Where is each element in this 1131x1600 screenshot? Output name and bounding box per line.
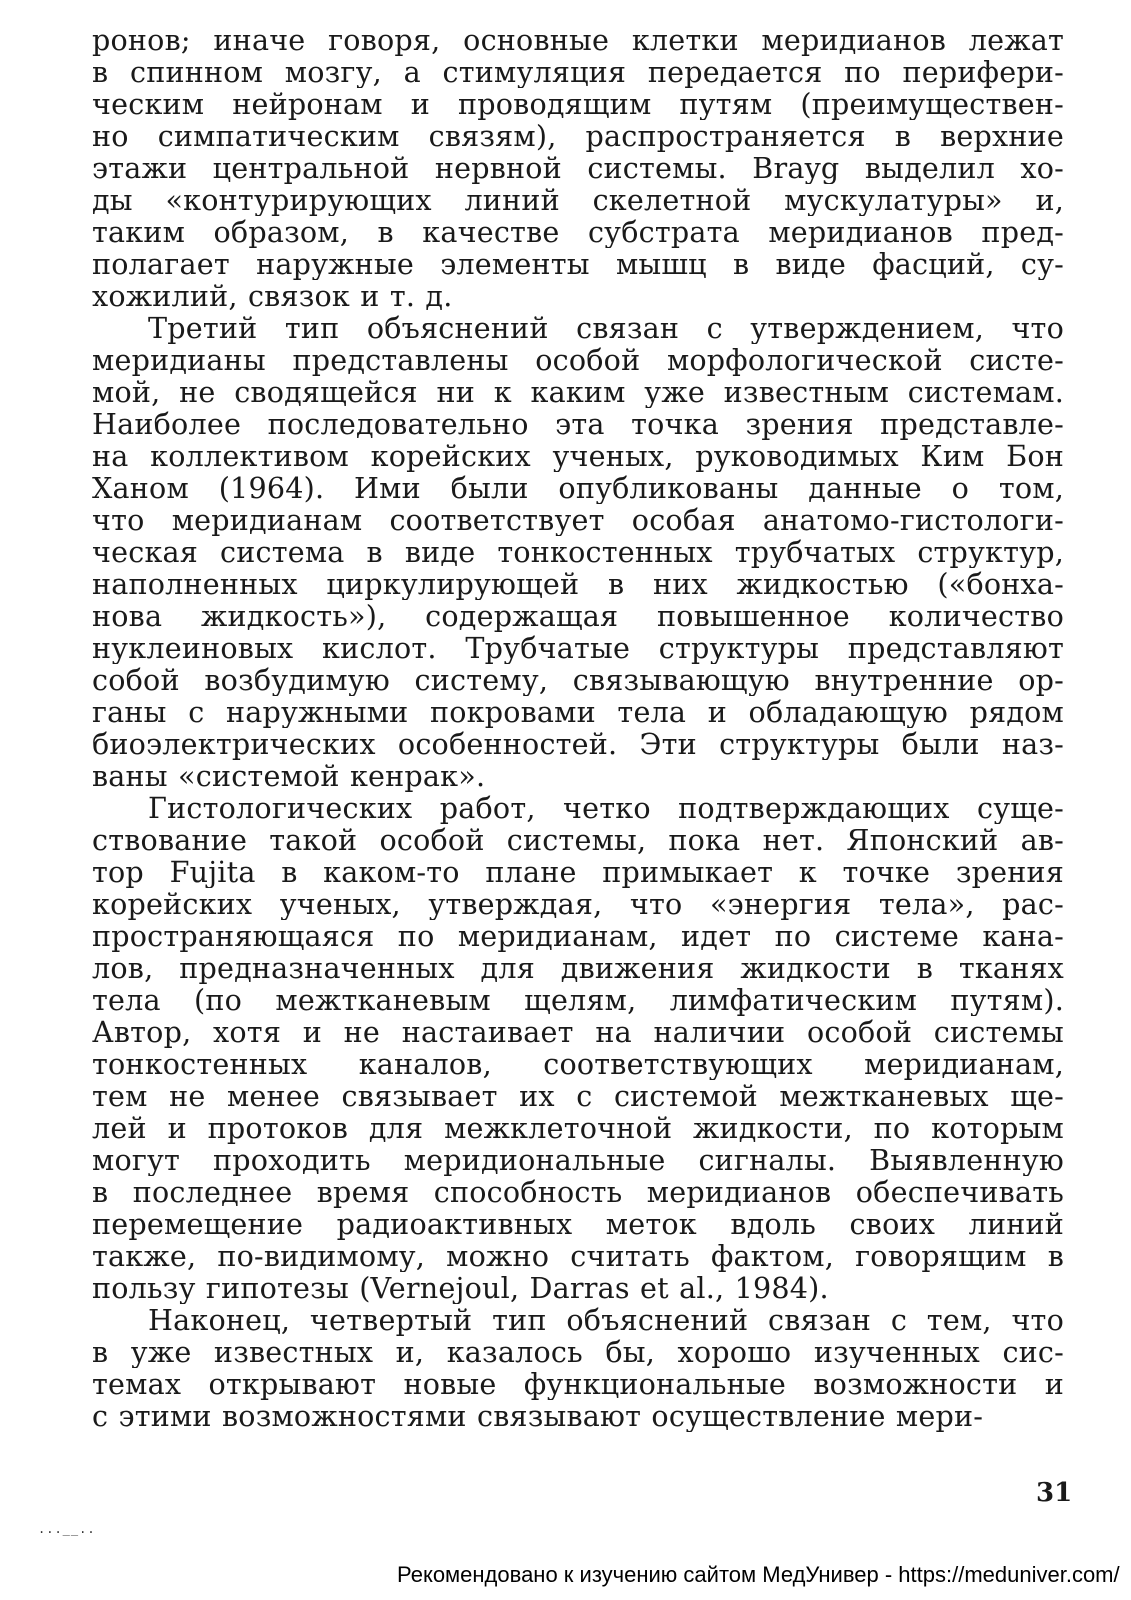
text-line: но симпатическим связям), распространяется в верхние bbox=[92, 120, 1064, 152]
page-text bbox=[92, 24, 1064, 1432]
text-line: хожилий, связок и т. д. bbox=[92, 280, 453, 312]
text-line: что меридианам соответствует особая анатомо-гистологи- bbox=[92, 504, 1064, 536]
text-line: ствование такой особой системы, пока нет. Японский ав- bbox=[92, 824, 1064, 856]
text-line: с этими возможностями связывают осуществление мери- bbox=[92, 1400, 984, 1432]
text-line: Наиболее последовательно эта точка зрения представле- bbox=[92, 408, 1064, 440]
text-line: лей и протоков для межклеточной жидкости, по которым bbox=[92, 1112, 1064, 1144]
text-line: пространяющаяся по меридианам, идет по системе кана- bbox=[92, 920, 1064, 952]
text-line: на коллективом корейских ученых, руководимых Ким Бон bbox=[92, 440, 1064, 472]
text-line: тонкостенных каналов, соответствующих меридианам, bbox=[92, 1048, 1064, 1080]
text-line: ваны «системой кенрак». bbox=[92, 760, 486, 792]
text-line: темах открывают новые функциональные возможности и bbox=[92, 1368, 1064, 1400]
text-line: в последнее время способность меридианов обеспечивать bbox=[92, 1176, 1064, 1208]
text-line: наполненных циркулирующей в них жидкостью («бонха- bbox=[92, 568, 1064, 600]
text-line: мой, не сводящейся ни к каким уже известным системам. bbox=[92, 376, 1064, 408]
text-line: лов, предназначенных для движения жидкости в тканях bbox=[92, 952, 1064, 984]
paragraph bbox=[92, 1304, 1064, 1432]
text-line: тем не менее связывает их с системой межтканевых ще- bbox=[92, 1080, 1064, 1112]
text-line: нуклеиновых кислот. Трубчатые структуры представляют bbox=[92, 632, 1064, 664]
page-number: 31 bbox=[1036, 1478, 1073, 1508]
text-line: перемещение радиоактивных меток вдоль своих линий bbox=[92, 1208, 1064, 1240]
text-line: меридианы представлены особой морфологической систе- bbox=[92, 344, 1064, 376]
text-line: нова жидкость»), содержащая повышенное количество bbox=[92, 600, 1064, 632]
text-line: Наконец, четвертый тип объяснений связан с тем, что bbox=[148, 1304, 1064, 1336]
text-line: Гистологических работ, четко подтверждающих суще- bbox=[148, 792, 1064, 824]
text-line: корейских ученых, утверждая, что «энергия тела», рас- bbox=[92, 888, 1064, 920]
text-line: тор Fujita в каком-то плане примыкает к точке зрения bbox=[92, 856, 1064, 888]
text-line: могут проходить меридиональные сигналы. Выявленную bbox=[92, 1144, 1064, 1176]
text-line: также, по-видимому, можно считать фактом, говорящим в bbox=[92, 1240, 1064, 1272]
text-line: этажи центральной нервной системы. Brayg выделил хо- bbox=[92, 152, 1064, 184]
text-line: Третий тип объяснений связан с утверждением, что bbox=[148, 312, 1064, 344]
text-line: биоэлектрических особенностей. Эти структуры были наз- bbox=[92, 728, 1064, 760]
paragraph bbox=[92, 24, 1064, 312]
text-line: собой возбудимую систему, связывающую внутренние ор- bbox=[92, 664, 1064, 696]
text-line: ческим нейронам и проводящим путям (преимуществен- bbox=[92, 88, 1064, 120]
paragraph bbox=[92, 792, 1064, 1304]
text-line: Ханом (1964). Ими были опубликованы данные о том, bbox=[92, 472, 1064, 504]
text-line: в спинном мозгу, а стимуляция передается по перифери- bbox=[92, 56, 1064, 88]
text-line: ганы с наружными покровами тела и обладающую рядом bbox=[92, 696, 1064, 728]
text-line: тела (по межтканевым щелям, лимфатическим путям). bbox=[92, 984, 1064, 1016]
margin-mark: ...__.. bbox=[38, 1522, 96, 1536]
text-line: Автор, хотя и не настаивает на наличии особой системы bbox=[92, 1016, 1064, 1048]
text-line: ческая система в виде тонкостенных трубчатых структур, bbox=[92, 536, 1064, 568]
text-line: ды «контурирующих линий скелетной мускулатуры» и, bbox=[92, 184, 1064, 216]
text-line: пользу гипотезы (Vernejoul, Darras et al., 1984). bbox=[92, 1272, 829, 1304]
text-line: ронов; иначе говоря, основные клетки меридианов лежат bbox=[92, 24, 1064, 56]
watermark-text: Рекомендовано к изучению сайтом МедУнивер - https://meduniver.com/ bbox=[397, 1562, 1120, 1587]
text-line: таким образом, в качестве субстрата меридианов пред- bbox=[92, 216, 1064, 248]
paragraph bbox=[92, 312, 1064, 792]
text-line: полагает наружные элементы мышц в виде фасций, су- bbox=[92, 248, 1064, 280]
text-line: в уже известных и, казалось бы, хорошо изученных сис- bbox=[92, 1336, 1064, 1368]
